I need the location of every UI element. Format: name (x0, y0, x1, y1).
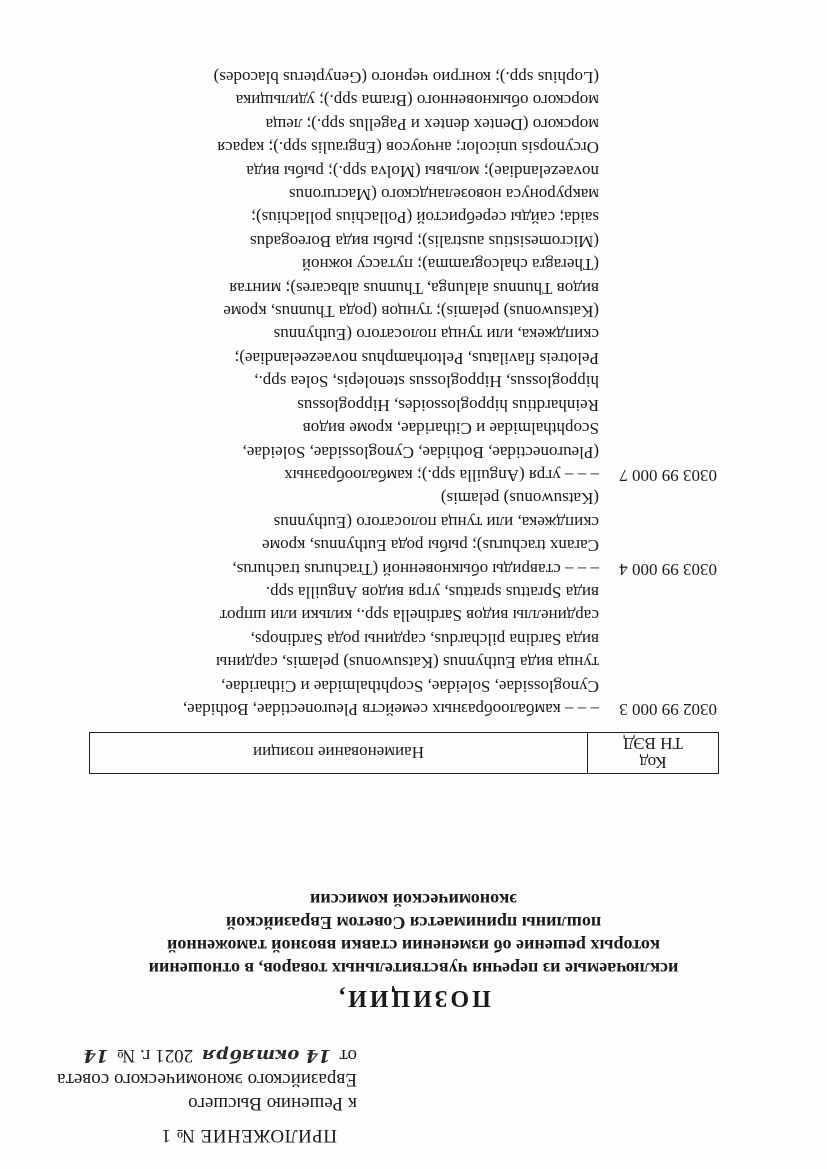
subtitle-line: пошлины принимается Советом Евразийской (225, 913, 602, 933)
description-line: – – – угря (Anguilla spp.); камбалообразных (284, 465, 599, 485)
row-code: 0303 99 000 4 (619, 559, 717, 579)
appendix-block (27, 1043, 357, 1147)
date-year: 2021 г. № (117, 1045, 194, 1066)
appendix-line-2: Евразийского экономического совета (57, 1069, 357, 1090)
description-line: (Theragra chalcogramma); путассу южной (301, 255, 599, 275)
row-description (59, 581, 599, 721)
description-line: (Pleuronectidae, Bothidae, Cynoglossidae, Soleidae, (242, 442, 599, 462)
subtitle-line: которых решение об изменении ставки ввозной таможенной (167, 936, 660, 956)
description-line: Pelotreis flavilatus, Peltorhamphus novaezeelandiae); (234, 348, 599, 368)
description-line: скипджека, или тунца полосатого (Euthynnus (273, 325, 599, 345)
description-line: Reinhardtius hippoglossoides, Hippoglossus (297, 395, 599, 415)
description-line: сардинеллы видов Sardinella spp., кильки или шпрот (219, 606, 599, 626)
positions-table-header (89, 732, 719, 774)
row-description (59, 487, 599, 581)
description-line: saida; сайды серебристой (Pollachius pollachius); (251, 208, 599, 228)
description-line: вида Sardina pilchardus, сардины рода Sardinops, (250, 629, 599, 649)
appendix-date-line (27, 1043, 357, 1067)
description-line: (Katsuwonus) pelamis); тунцов (рода Thunnus, кроме (223, 302, 599, 322)
row-code: 0303 99 000 7 (619, 465, 717, 485)
description-line: (Micromesistius australis); рыбы вида Boreogadus (249, 231, 599, 251)
description-line: (Katsuwonus) pelamis) (440, 489, 599, 509)
description-line: Scophthalmidae и Citharidae, кроме видов (302, 419, 599, 439)
description-line: видов Thunnus alalunga, Thunnus albacares); минтая (229, 278, 599, 298)
appendix-line-1: к Решению Высшего (188, 1093, 357, 1114)
description-line: (Lophius spp.); конгрио черного (Genypterus blacodes) (213, 68, 599, 88)
description-line: novaezelandiae); мольвы (Molva spp.); рыбы вида (246, 161, 599, 181)
title-subtitle (60, 888, 767, 980)
header-code-line1: Код (639, 753, 667, 772)
header-name: Наименование позиции (90, 733, 588, 774)
description-line: тунца вида Euthynnus (Katsuwonus) pelamis, сардины (215, 653, 599, 673)
positions-rows (59, 66, 719, 721)
table-row (59, 66, 719, 487)
title-heading: ПОЗИЦИИ, (336, 985, 491, 1011)
description-line: Caranx trachurus); рыбы рода Euthynnus, кроме (262, 536, 599, 556)
date-prefix: от (339, 1045, 357, 1066)
description-line: скипджека, или тунца полосатого (Euthynnus (273, 512, 599, 532)
header-code (588, 733, 719, 774)
header-code-line2: ТН ВЭД (623, 734, 683, 753)
description-line: Orcynopsis unicolor; анчоусов (Engraulis spp.); карася (217, 138, 599, 158)
handwritten-number: 14 (83, 1045, 109, 1066)
subtitle-line: исключаемые из перечня чувствительных товаров, в отношении (148, 959, 679, 979)
table-row (59, 487, 719, 581)
row-code: 0302 99 000 3 (619, 700, 717, 719)
description-line: hippoglossus, Hippoglossus stenolepis, Solea spp., (254, 372, 599, 392)
description-line: – – – камбалообразных семейств Pleuronectidae, Bothidae, (182, 700, 599, 719)
description-line: – – – ставриды обыкновенной (Trachurus trachurus, (232, 559, 599, 579)
table-row (59, 581, 719, 721)
row-description (59, 66, 599, 487)
appendix-title: ПРИЛОЖЕНИЕ № 1 (161, 1125, 337, 1146)
description-line: Cynoglossidae, Soleidae, Scophthalmidae и Citharidae, (221, 676, 599, 696)
description-line: морского обыкновенного (Brama spp.); удильщика (235, 91, 599, 111)
description-line: вида Sprattus sprattus, угря видов Anguilla spp. (265, 582, 599, 602)
subtitle-line: экономической комиссии (309, 890, 518, 910)
description-line: морского (Dentex dentex и Pagellus spp.); леща (265, 114, 599, 134)
description-line: макруронуса новозеландского (Macruronus (289, 185, 599, 205)
handwritten-date: 14 октября (201, 1045, 331, 1066)
document-title (60, 888, 767, 1011)
